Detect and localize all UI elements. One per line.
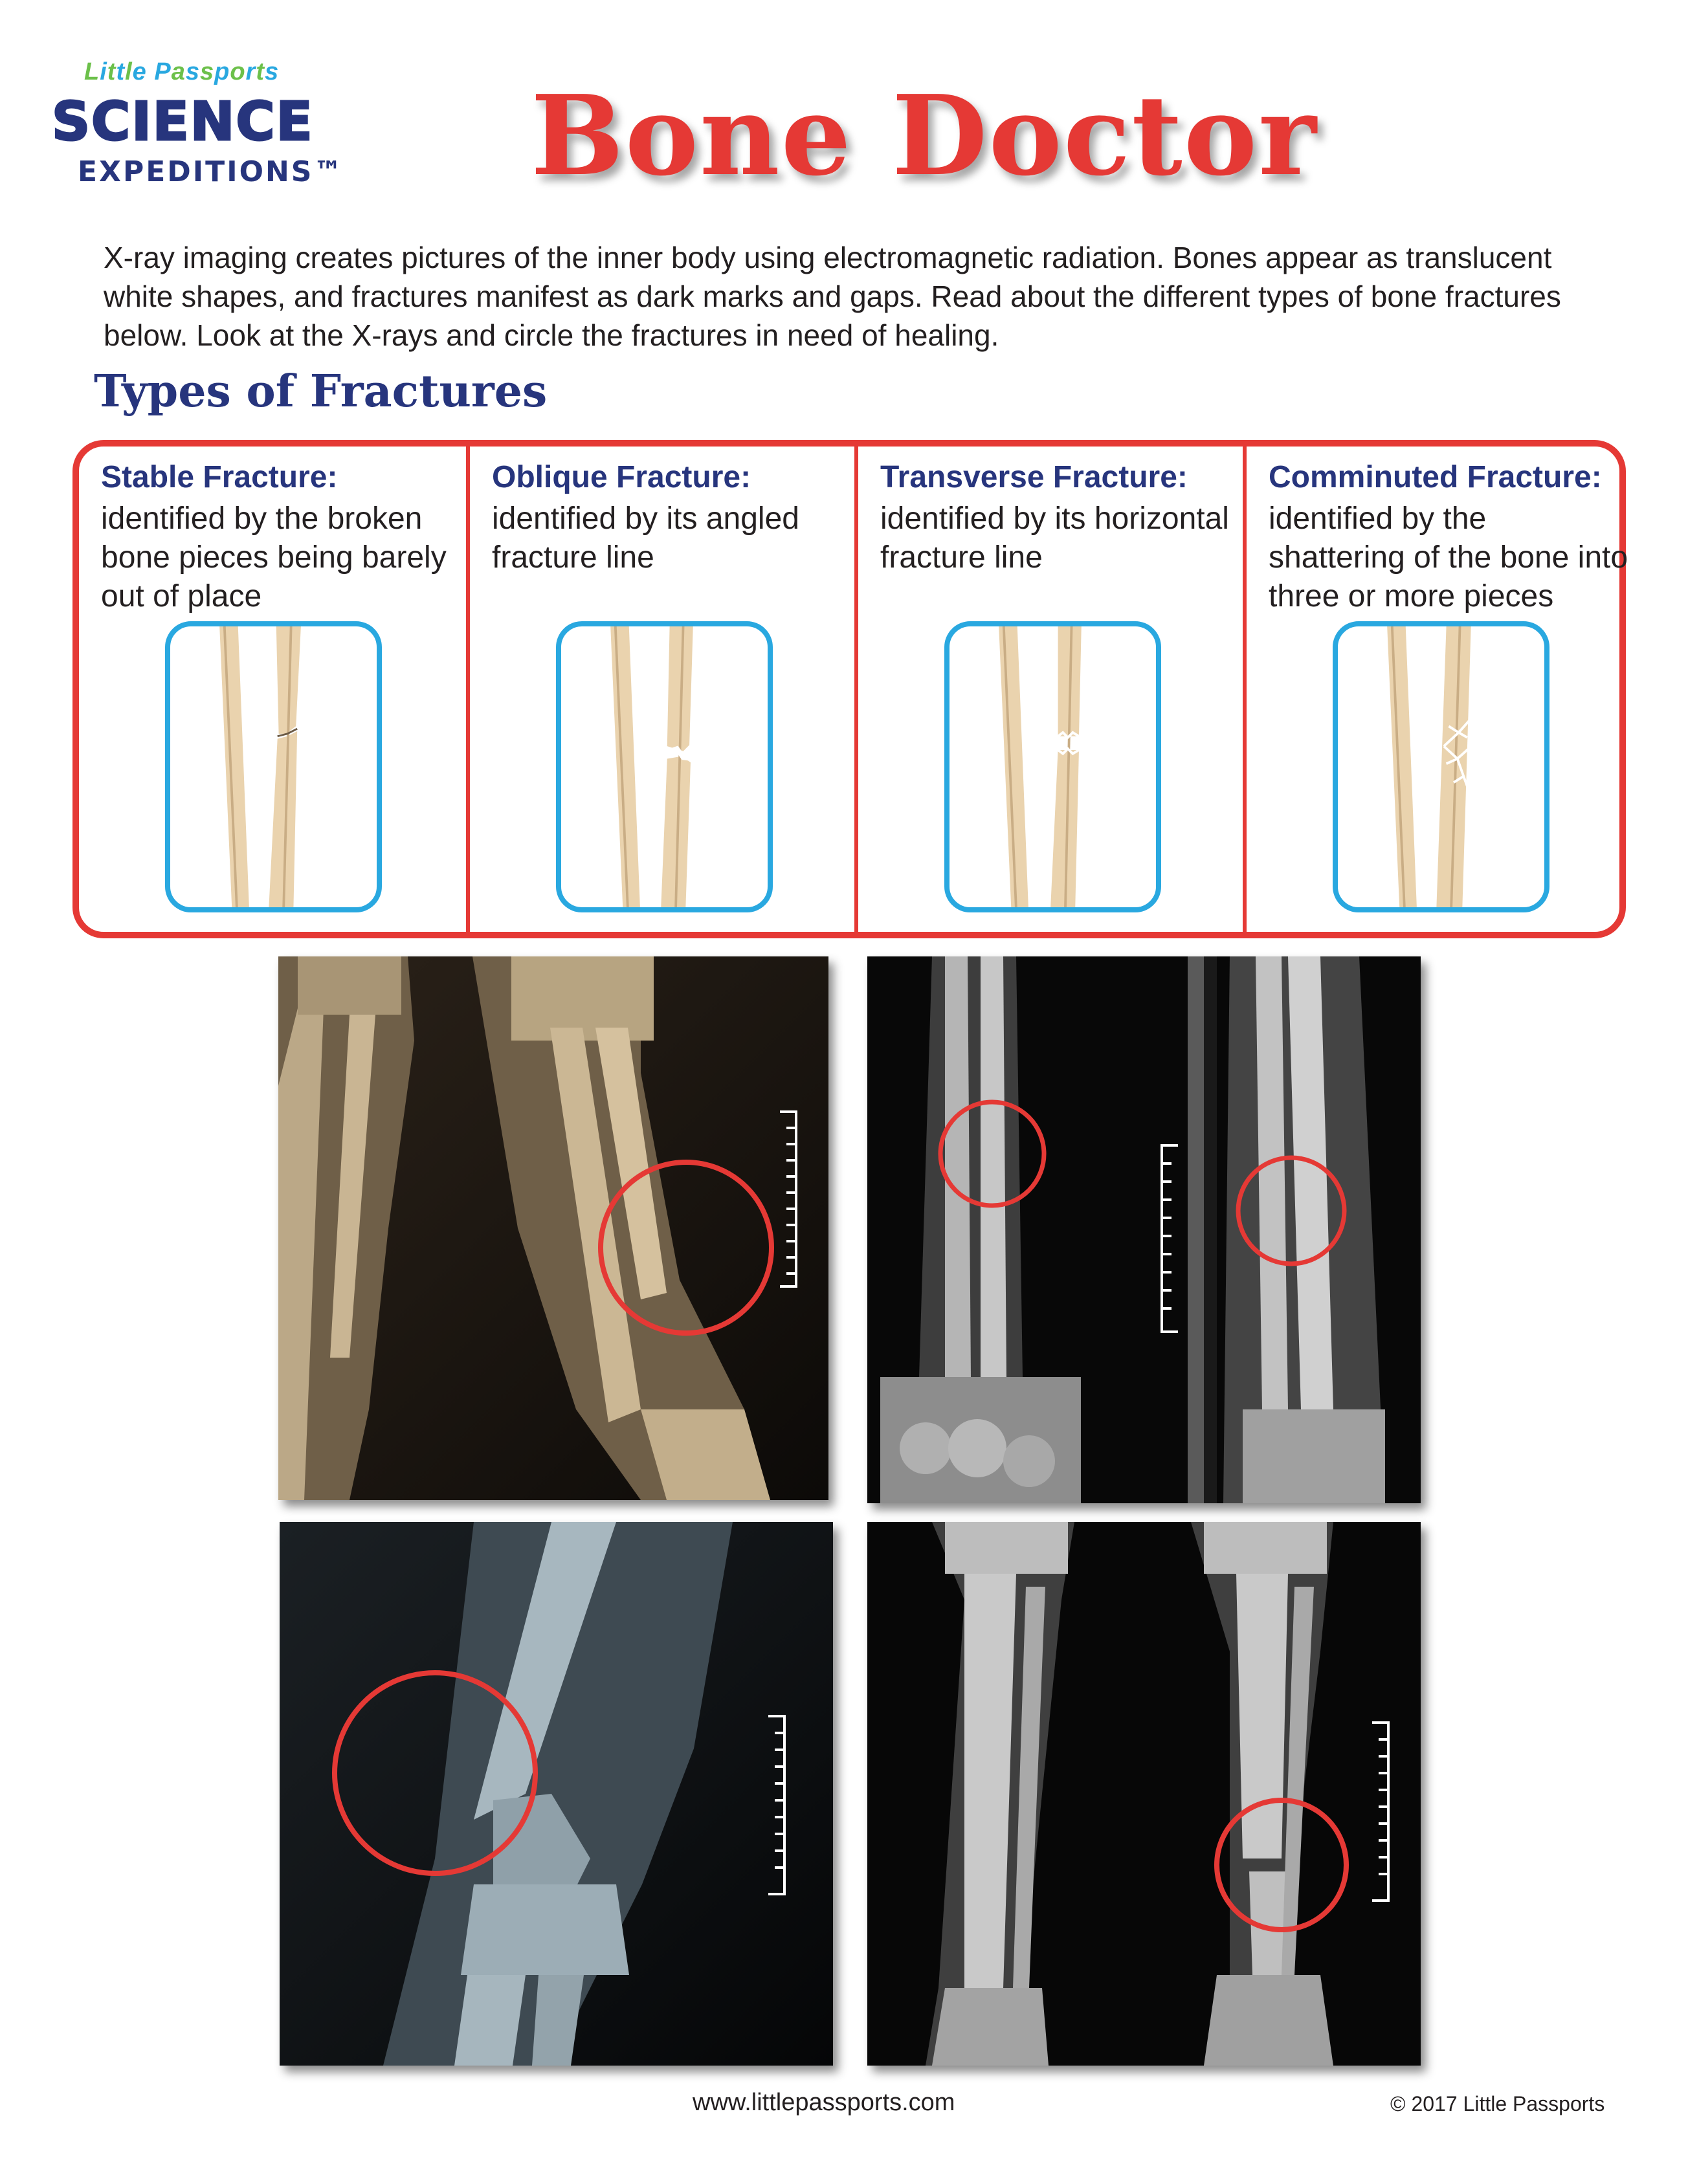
fracture-title: Comminuted Fracture:	[1269, 460, 1602, 494]
stable-fracture-illustration	[165, 621, 382, 912]
fracture-description: identified by its angled fracture line	[492, 502, 799, 575]
logo-sub-text: EXPEDITIONS™	[78, 155, 344, 188]
xray-forearms-2	[867, 956, 1421, 1503]
fracture-type-comminuted	[1243, 447, 1626, 932]
xray-lower-legs	[867, 1522, 1421, 2066]
intro-paragraph: X-ray imaging creates pictures of the inner body using electromagnetic radiation. Bones appear as translucent white shapes, and fractures manifest as dark marks and gaps. Read about the different types of bone fractures below. Look at the X-rays and circle the fractures in need of healing.	[104, 241, 1561, 352]
logo-top-text: Little Passports	[84, 58, 280, 85]
fracture-type-transverse	[854, 447, 1243, 932]
fracture-description: identified by its horizontal fracture line	[880, 502, 1229, 575]
fracture-description: identified by the shattering of the bone into three or more pieces	[1269, 502, 1628, 613]
xray-elbow	[280, 1522, 833, 2066]
fracture-types-panel	[72, 440, 1626, 938]
xray-forearms-1	[278, 956, 828, 1500]
fracture-type-oblique	[466, 447, 854, 932]
comminuted-fracture-illustration	[1333, 621, 1549, 912]
fracture-type-stable	[79, 447, 466, 932]
oblique-fracture-illustration	[556, 621, 773, 912]
fracture-description: identified by the broken bone pieces being barely out of place	[101, 502, 447, 613]
fracture-title: Oblique Fracture:	[492, 460, 751, 494]
footer-url[interactable]: www.littlepassports.com	[693, 2089, 955, 2116]
fracture-title: Stable Fracture:	[101, 460, 338, 494]
types-heading: Types of Fractures	[94, 366, 548, 417]
fracture-title: Transverse Fracture:	[880, 460, 1188, 494]
transverse-fracture-illustration	[944, 621, 1161, 912]
logo-main-text: SCIENCE	[52, 91, 314, 153]
logo	[52, 58, 344, 188]
page-title: Bone Doctor	[531, 71, 1318, 201]
footer-copyright: © 2017 Little Passports	[1390, 2092, 1605, 2115]
